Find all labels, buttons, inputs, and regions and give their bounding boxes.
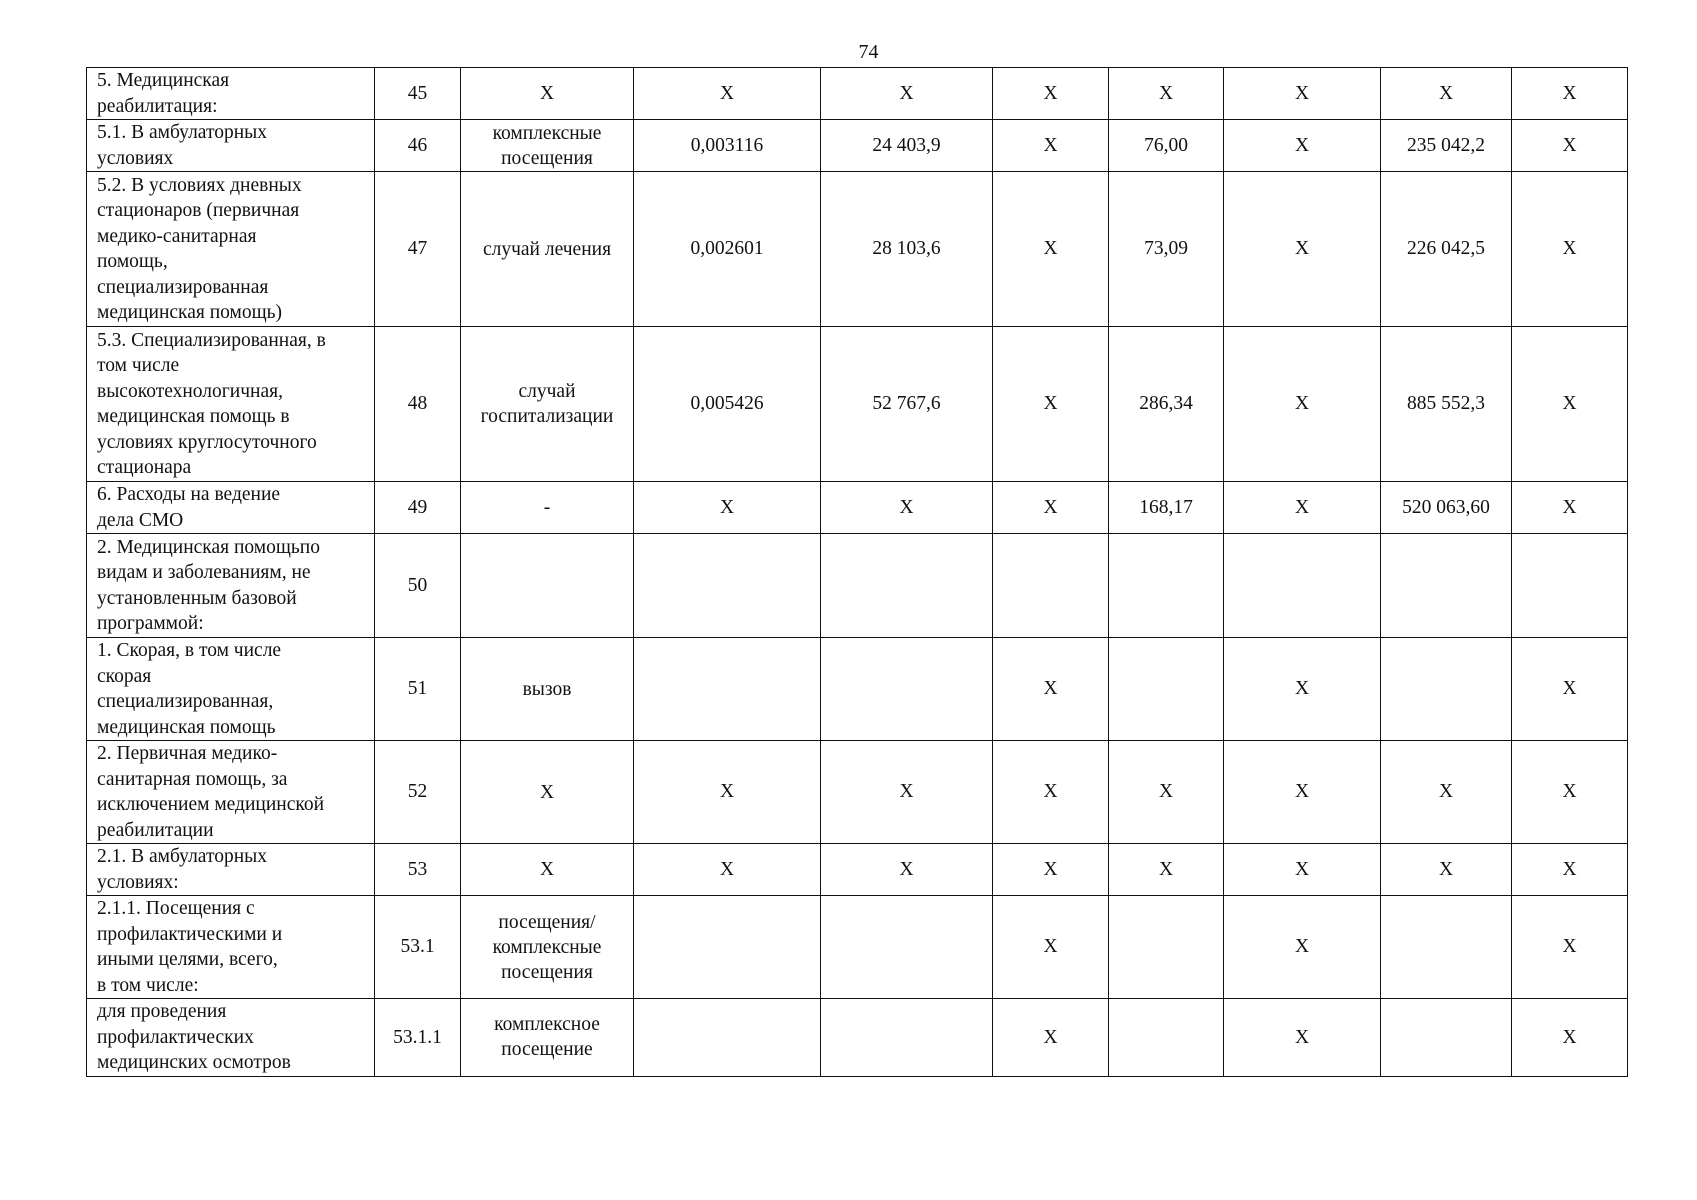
col-5-cell [1224,534,1381,638]
row-name-cell [87,482,375,534]
unit-cell [461,534,634,638]
col-1-cell [634,327,821,482]
col-3-cell [993,68,1109,120]
col-5-text: Х [1294,393,1310,415]
unit-text: комплексные посещения [492,122,602,169]
col-2-cell [821,482,993,534]
row-number-text: 53.1 [400,936,435,958]
unit-text: случай лечения [482,238,612,260]
col-4-cell [1109,999,1224,1077]
row-name-text: 2. Медицинская помощьпо видам и заболеваниям, не установленным базовой программой: [97,536,320,634]
col-7-cell [1512,999,1628,1077]
col-3-text: Х [1043,858,1058,880]
col-5-cell [1224,638,1381,741]
col-2-cell [821,999,993,1077]
table-row [87,172,1628,327]
col-4-text: 168,17 [1139,496,1193,518]
col-7-text: Х [1562,1026,1577,1048]
col-5-cell [1224,172,1381,327]
col-1-text: Х [719,858,735,880]
col-5-cell [1224,896,1381,999]
col-1-cell [634,896,821,999]
col-7-cell [1512,844,1628,896]
table-row [87,741,1628,844]
col-4-text: 286,34 [1139,393,1193,415]
unit-text: - [543,497,551,518]
col-5-cell [1224,68,1381,120]
row-number-text: 46 [407,134,428,156]
col-3-text: Х [1043,678,1058,700]
col-5-text: Х [1294,134,1310,156]
col-5-text: Х [1294,678,1310,700]
col-2-text: 52 767,6 [872,393,941,415]
col-3-cell [993,638,1109,741]
table-row [87,534,1628,638]
unit-cell [461,120,634,172]
row-name-text: 5.1. В амбулаторных условиях [97,122,268,169]
row-name-text: для проведения профилактических медицинских осмотров [97,1001,291,1073]
col-1-text: 0,003116 [690,134,764,156]
col-3-text: Х [1043,496,1058,518]
row-name-cell [87,896,375,999]
row-name-cell [87,120,375,172]
row-number-cell [375,741,461,844]
unit-cell [461,741,634,844]
col-2-text: Х [899,496,914,518]
col-1-text: Х [719,496,735,518]
col-7-text: Х [1562,781,1577,803]
row-number-cell [375,999,461,1077]
col-5-text: Х [1294,82,1310,104]
unit-cell [461,844,634,896]
row-number-text: 48 [407,393,428,415]
table-row [87,638,1628,741]
col-6-text: Х [1438,82,1454,104]
col-1-cell [634,482,821,534]
col-3-text: Х [1043,238,1058,260]
col-4-cell [1109,172,1224,327]
row-number-cell [375,327,461,482]
col-4-cell [1109,638,1224,741]
col-1-cell [634,120,821,172]
row-number-text: 52 [407,781,428,803]
row-number-cell [375,638,461,741]
row-name-text: 2.1.1. Посещения с профилактическими и иными целями, всего, в том числе: [97,898,283,996]
col-5-text: Х [1294,1026,1310,1048]
col-4-cell [1109,844,1224,896]
col-4-cell [1109,534,1224,638]
table-body [87,68,1628,1077]
col-3-cell [993,999,1109,1077]
row-name-text: 5.3. Специализированная, в том числе высокотехнологичная, медицинская помощь в условиях круглосуточного стационара [97,329,326,478]
row-name-cell [87,999,375,1077]
col-2-cell [821,741,993,844]
table-row [87,327,1628,482]
row-number-cell [375,172,461,327]
row-name-cell [87,172,375,327]
col-1-text: 0,002601 [690,238,764,260]
col-4-cell [1109,482,1224,534]
unit-cell [461,68,634,120]
col-5-text: Х [1294,936,1310,958]
unit-cell [461,896,634,999]
row-name-cell [87,741,375,844]
col-6-cell [1381,68,1512,120]
col-3-cell [993,172,1109,327]
unit-text: Х [539,859,555,880]
col-7-text: Х [1562,238,1577,260]
row-number-text: 53.1.1 [393,1026,442,1048]
col-7-cell [1512,741,1628,844]
col-7-text: Х [1562,134,1577,156]
unit-cell [461,327,634,482]
col-4-text: Х [1158,781,1174,803]
col-6-cell [1381,999,1512,1077]
row-name-text: 5. Медицинская реабилитация: [97,70,230,117]
col-3-cell [993,482,1109,534]
row-name-cell [87,327,375,482]
col-3-text: Х [1043,1026,1058,1048]
row-number-text: 49 [407,496,428,518]
col-6-cell [1381,741,1512,844]
col-5-cell [1224,327,1381,482]
col-1-cell [634,534,821,638]
col-7-text: Х [1562,82,1577,104]
row-number-text: 50 [407,574,428,596]
row-number-text: 47 [407,238,428,260]
row-name-text: 2.1. В амбулаторных условиях: [97,846,268,893]
col-7-text: Х [1562,936,1577,958]
page-number: 74 [858,41,879,63]
col-6-cell [1381,638,1512,741]
col-5-text: Х [1294,496,1310,518]
col-1-cell [634,999,821,1077]
col-1-text: Х [719,82,735,104]
row-number-text: 51 [407,678,428,700]
col-7-text: Х [1562,858,1577,880]
col-3-cell [993,896,1109,999]
col-1-cell [634,68,821,120]
col-1-cell [634,844,821,896]
col-3-text: Х [1043,936,1058,958]
col-7-text: Х [1562,678,1577,700]
col-6-cell [1381,844,1512,896]
col-3-cell [993,120,1109,172]
data-table [86,67,1628,1077]
table-row [87,999,1628,1077]
col-2-cell [821,638,993,741]
col-6-cell [1381,172,1512,327]
row-number-cell [375,534,461,638]
row-name-text: 5.2. В условиях дневных стационаров (первичная медико-санитарная помощь, специализированная медицинская помощь) [97,174,302,323]
row-name-cell [87,68,375,120]
col-7-cell [1512,482,1628,534]
col-2-text: 24 403,9 [872,134,941,156]
col-2-cell [821,896,993,999]
col-1-cell [634,741,821,844]
unit-text: комплексное посещение [494,1014,600,1061]
col-1-cell [634,638,821,741]
row-number-cell [375,482,461,534]
col-7-cell [1512,534,1628,638]
table-row [87,482,1628,534]
col-2-text: Х [899,82,914,104]
col-4-text: Х [1158,858,1174,880]
col-1-text: Х [719,781,735,803]
col-6-text: Х [1438,858,1454,880]
col-4-cell [1109,741,1224,844]
col-2-cell [821,327,993,482]
col-6-text: Х [1438,781,1454,803]
col-6-text: 235 042,2 [1407,134,1485,156]
col-3-text: Х [1043,82,1058,104]
col-6-cell [1381,120,1512,172]
col-5-cell [1224,482,1381,534]
col-7-text: Х [1562,393,1577,415]
col-3-text: Х [1043,781,1058,803]
row-name-text: 1. Скорая, в том числе скорая специализированная, медицинская помощь [97,640,282,738]
col-3-cell [993,327,1109,482]
unit-text: посещения/ комплексные посещения [492,911,602,983]
col-2-text: Х [899,781,914,803]
col-2-cell [821,534,993,638]
col-3-text: Х [1043,134,1058,156]
row-name-text: 2. Первичная медико- санитарная помощь, за исключением медицинской реабилитации [97,743,325,841]
col-5-text: Х [1294,238,1310,260]
col-5-cell [1224,120,1381,172]
col-7-cell [1512,120,1628,172]
col-2-cell [821,172,993,327]
col-5-text: Х [1294,858,1310,880]
col-3-cell [993,534,1109,638]
col-2-text: 28 103,6 [872,238,941,260]
col-3-cell [993,741,1109,844]
unit-text: вызов [522,678,572,700]
row-number-text: 53 [407,858,428,880]
col-7-cell [1512,172,1628,327]
row-number-cell [375,68,461,120]
unit-cell [461,482,634,534]
col-3-text: Х [1043,393,1058,415]
col-7-text: Х [1562,496,1577,518]
unit-text: Х [539,781,555,803]
unit-cell [461,172,634,327]
col-4-text: 76,00 [1144,134,1188,156]
unit-cell [461,999,634,1077]
col-4-cell [1109,120,1224,172]
col-4-cell [1109,327,1224,482]
col-6-text: 226 042,5 [1407,238,1485,260]
col-7-cell [1512,68,1628,120]
col-3-cell [993,844,1109,896]
row-number-cell [375,896,461,999]
col-6-text: 885 552,3 [1407,393,1485,415]
col-5-cell [1224,844,1381,896]
row-name-cell [87,534,375,638]
col-2-cell [821,68,993,120]
col-5-cell [1224,741,1381,844]
col-6-cell [1381,327,1512,482]
col-5-text: Х [1294,781,1310,803]
col-6-cell [1381,482,1512,534]
col-6-cell [1381,896,1512,999]
table-row [87,844,1628,896]
col-7-cell [1512,638,1628,741]
row-name-cell [87,638,375,741]
row-name-text: 6. Расходы на ведение дела СМО [97,484,281,531]
col-6-cell [1381,534,1512,638]
col-4-cell [1109,68,1224,120]
table-row [87,896,1628,999]
col-2-cell [821,844,993,896]
unit-cell [461,638,634,741]
col-7-cell [1512,896,1628,999]
col-6-text: 520 063,60 [1402,496,1490,518]
unit-text: случай госпитализации [480,381,614,427]
table-row [87,68,1628,120]
col-5-cell [1224,999,1381,1077]
row-name-cell [87,844,375,896]
unit-text: Х [539,83,555,104]
col-1-text: 0,005426 [690,393,764,415]
row-number-cell [375,844,461,896]
col-2-text: Х [899,858,914,880]
row-number-cell [375,120,461,172]
row-number-text: 45 [407,82,428,104]
col-2-cell [821,120,993,172]
col-4-cell [1109,896,1224,999]
col-4-text: 73,09 [1144,238,1188,260]
table-row [87,120,1628,172]
col-7-cell [1512,327,1628,482]
col-4-text: Х [1158,82,1174,104]
col-1-cell [634,172,821,327]
